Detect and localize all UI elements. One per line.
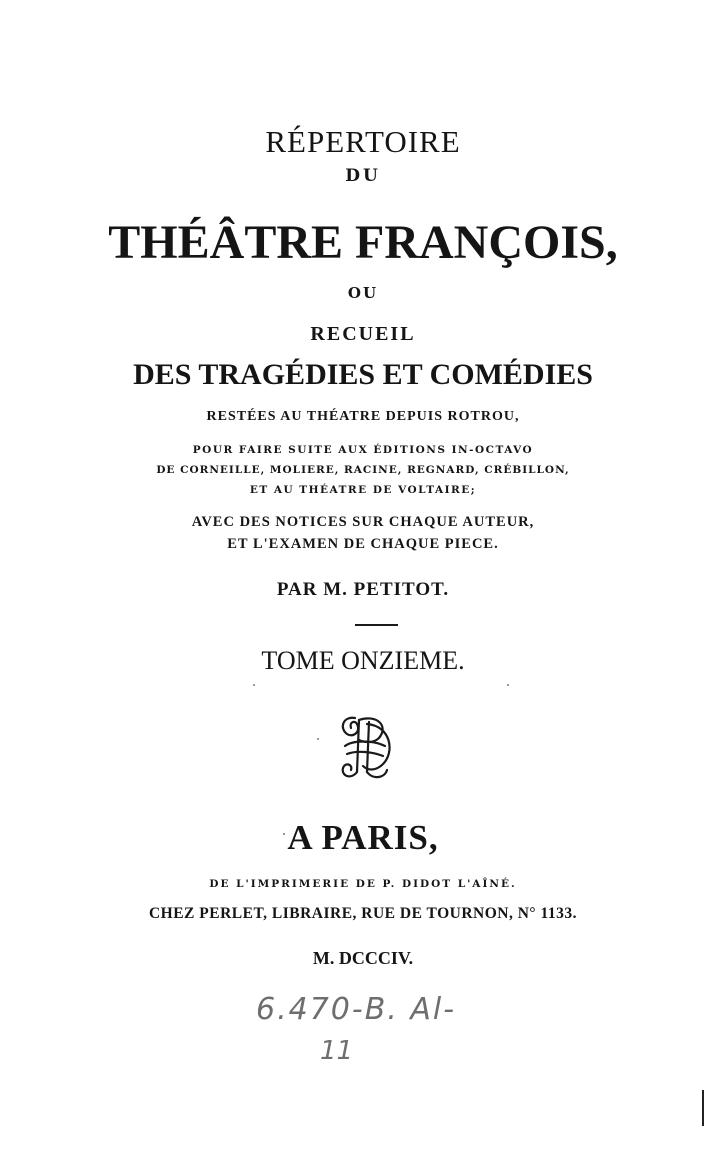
divider-rule xyxy=(355,624,398,626)
title-line-ou: OU xyxy=(347,284,379,302)
main-title: THÉÂTRE FRANÇOIS, xyxy=(108,216,618,269)
handwritten-volume-number: 11 xyxy=(320,1036,354,1066)
imprint-printer: DE L'IMPRIMERIE DE P. DIDOT L'AÎNÉ. xyxy=(209,878,517,890)
subtitle-restees: RESTÉES AU THÉATRE DEPUIS ROTROU, xyxy=(206,409,520,424)
subtitle-recueil: RECUEIL xyxy=(310,323,416,345)
imprint-bookseller: CHEZ PERLET, LIBRAIRE, RUE DE TOURNON, N° 1133. xyxy=(148,905,578,922)
imprint-date: M. DCCCIV. xyxy=(312,948,414,968)
ink-speck xyxy=(253,684,255,686)
subtitle-examen: ET L'EXAMEN DE CHAQUE PIECE. xyxy=(227,536,499,552)
handwritten-shelfmark: 6.470-B. Al- xyxy=(256,992,457,1027)
ink-speck xyxy=(283,833,285,835)
author-line: PAR M. PETITOT. xyxy=(276,579,450,600)
title-line-repertoire: RÉPERTOIRE xyxy=(265,124,461,159)
ink-speck xyxy=(317,738,319,740)
subtitle-pour-faire: POUR FAIRE SUITE AUX ÉDITIONS IN-OCTAVO xyxy=(192,444,534,456)
subtitle-notices: AVEC DES NOTICES SUR CHAQUE AUTEUR, xyxy=(191,514,535,530)
page-edge-mark xyxy=(702,1090,704,1126)
subtitle-authors: DE CORNEILLE, MOLIERE, RACINE, REGNARD, CRÉBILLON, xyxy=(156,464,570,476)
subtitle-tragedies: DES TRAGÉDIES ET COMÉDIES xyxy=(133,358,593,391)
imprint-place: A PARIS, xyxy=(287,818,439,857)
ink-speck xyxy=(507,684,509,686)
printer-monogram-icon xyxy=(333,710,399,782)
subtitle-voltaire: ET AU THÉATRE DE VOLTAIRE; xyxy=(249,484,477,496)
volume-title: TOME ONZIEME. xyxy=(261,646,465,675)
title-line-du: DU xyxy=(345,166,381,186)
